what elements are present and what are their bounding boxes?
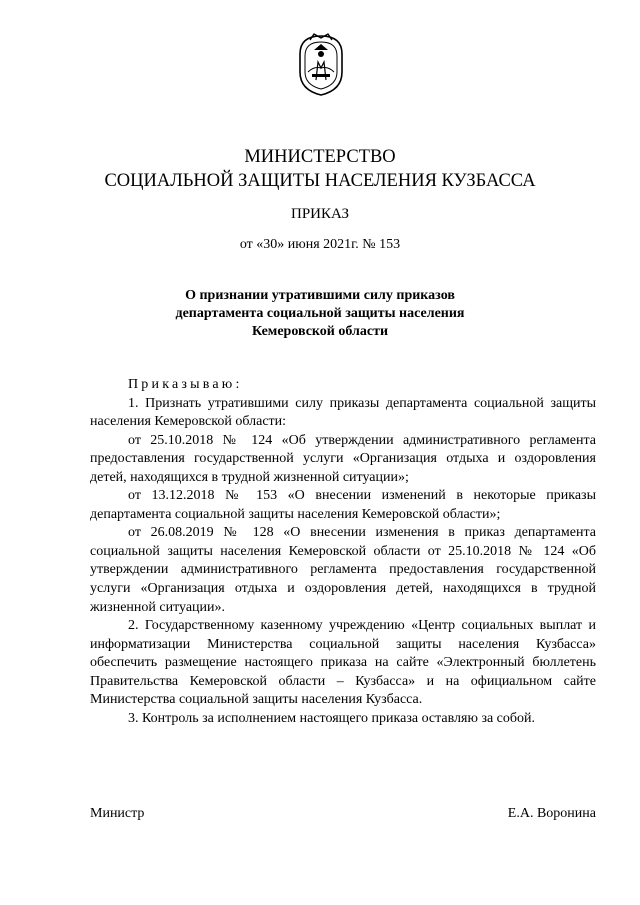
paragraph-1c: от 26.08.2019 № 128 «О внесении изменения в приказ департамента социальной защиты населения Кемеровской области от 25.10.2018 № 124 «Об утверждении административного регламента предоставления государственной услуги «Организация отдыха и оздоровления детей, находящихся в трудной жизненной ситуации». — [90, 525, 596, 615]
ministry-title-line-1: МИНИСТЕРСТВО — [244, 147, 396, 167]
paragraph-2: 2. Государственному казенному учреждению «Центр социальных выплат и информатизации Министерства социальной защиты населения Кузбасса» обеспечить размещение настоящего приказа на сайте «Электронный бюллетень Правительства Кемеровской области – Кузбасса» и на официальном сайте Министерства социальной защиты населения Кузбасса. — [90, 618, 596, 708]
paragraph-1: 1. Признать утратившими силу приказы департамента социальной защиты населения Кемеровской области: — [90, 395, 596, 430]
order-word: Приказываю: — [128, 377, 243, 392]
coat-of-arms-icon — [296, 32, 346, 98]
subject-line-3: Кемеровской области — [251, 324, 389, 339]
subject-line-2: департамента социальной защиты населения — [175, 306, 465, 321]
paragraph-1a: от 25.10.2018 № 124 «Об утверждении административного регламента предоставления государственной услуги «Организация отдыха и оздоровления детей, находящихся в трудной жизненной ситуации»; — [90, 432, 596, 485]
paragraph-3: 3. Контроль за исполнением настоящего приказа оставляю за собой. — [128, 710, 536, 726]
ministry-title-line-2: СОЦИАЛЬНОЙ ЗАЩИТЫ НАСЕЛЕНИЯ КУЗБАССА — [104, 171, 536, 191]
signatory-name: Е.А. Воронина — [507, 806, 596, 821]
subject-line-1: О признании утратившими силу приказов — [185, 288, 455, 303]
document-body — [90, 376, 596, 728]
paragraph-1b: от 13.12.2018 № 153 «О внесении изменений в некоторые приказы департамента социальной защиты населения Кемеровской области»; — [90, 488, 596, 522]
signatory-position: Министр — [90, 806, 145, 821]
document-subject — [0, 287, 640, 341]
document-date-number: от «30» июня 2021г. № 153 — [239, 237, 401, 252]
document-type: ПРИКАЗ — [291, 206, 349, 222]
